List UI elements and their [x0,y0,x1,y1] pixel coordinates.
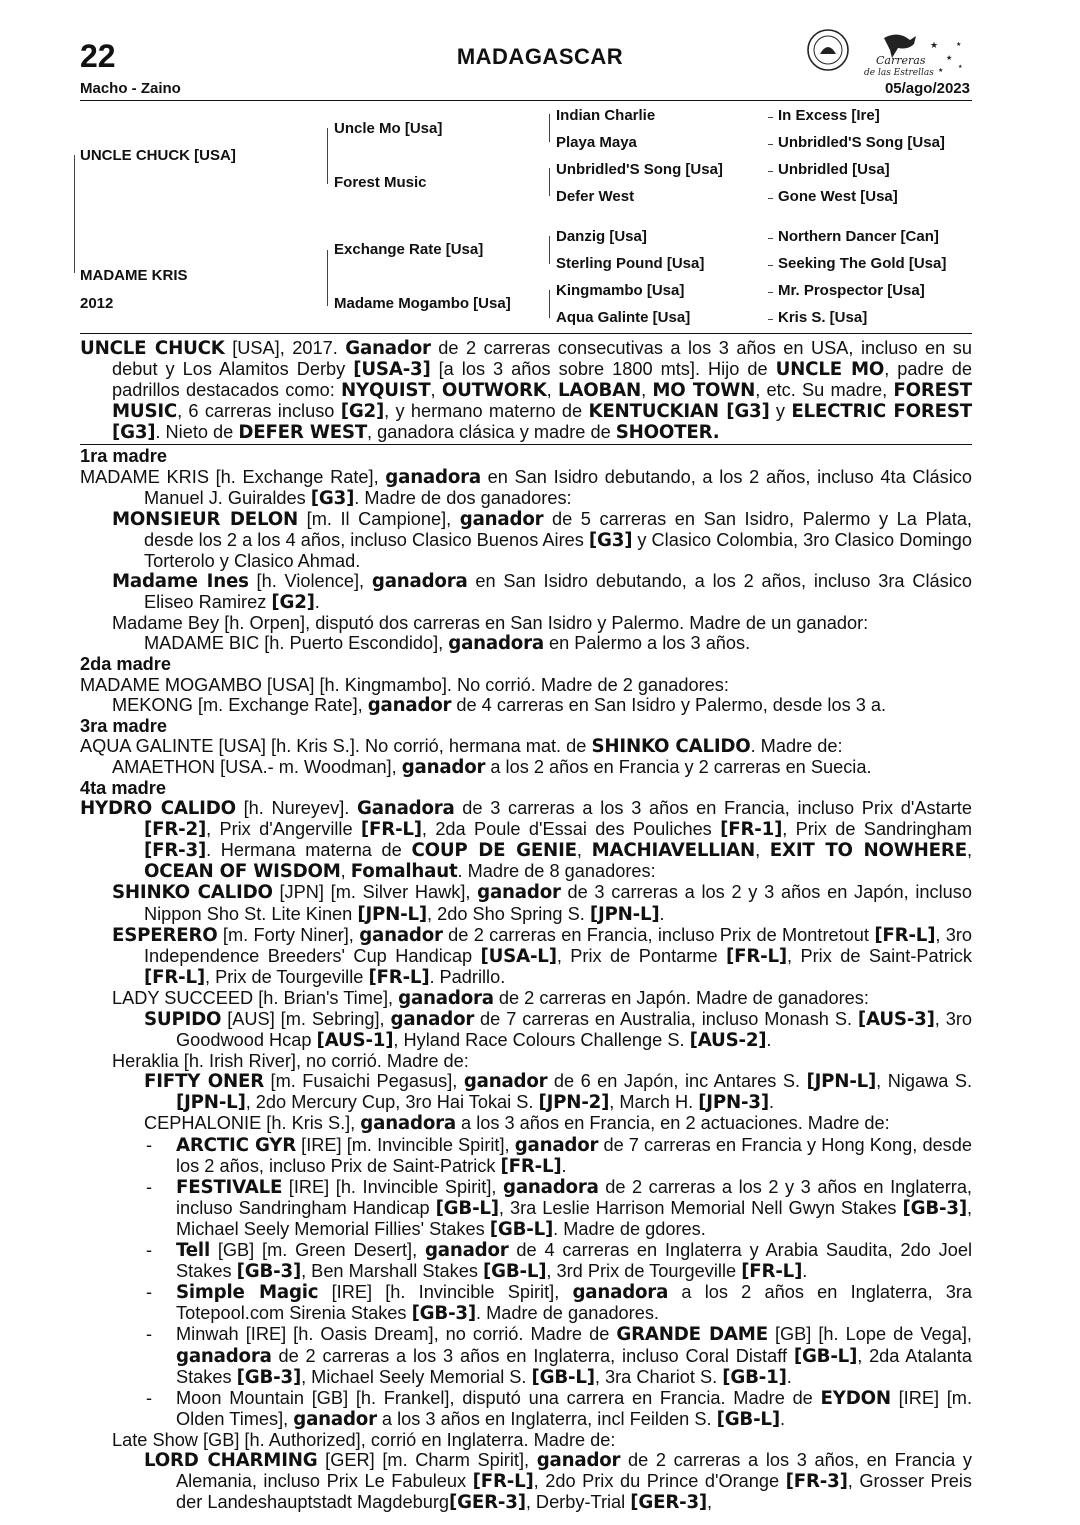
pedigree-gen3: Aqua Galinte [Usa] [556,309,691,326]
produce-entry: - Simple Magic [IRE] [h. Invincible Spirit], ganadora a los 2 años en Inglaterra, 3ra Totepool.com Sirenia Stakes [GB-3]. Madre de ganadores. [146,1282,972,1325]
produce-entry: Late Show [GB] [h. Authorized], corrió en Inglaterra. Madre de: [112,1429,616,1450]
produce-entry: LORD CHARMING [GER] [m. Charm Spirit], ganador de 2 carreras a los 3 años, en Francia y Alemania, incluso Prix Le Fabuleux [FR-L], 2do Prix du Prince d'Orange [FR-3], Grosser Preis der Landeshauptstadt Magdeburg[GER-3], Derby-Trial [GER-3], [144,1449,972,1514]
produce-entry: LADY SUCCEED [h. Brian's Time], ganadora de 2 carreras en Japón. Madre de ganadores: [112,987,869,1009]
produce-entry: FIFTY ONER [m. Fusaichi Pegasus], ganador de 6 en Japón, inc Antares S. [JPN-L], Nigawa S. [JPN-L], 2do Mercury Cup, 3ro Hai Tokai S. [JPN-2], March H. [JPN-3]. [144,1071,973,1114]
pedigree-gen2: Forest Music [334,174,427,191]
pedigree-notes [80,338,972,1513]
pedigree-year: 2012 [80,295,114,312]
produce-entry: ESPERERO [m. Forty Niner], ganador de 2 carreras en Francia, incluso Prix de Montretout [FR-L], 3ro Independence Breeders' Cup Handicap [USA-L], Prix de Pontarme [FR-L], Prix de Saint-Patrick [FR-L], Prix de Tourgeville [FR-L]. Padrillo. [112,924,972,988]
bracket-gen1 [74,155,75,273]
section-heading: 2da madre [80,654,171,675]
produce-entry: AMAETHON [USA.- m. Woodman], ganador a los 2 años en Francia y 2 carreras en Suecia. [112,756,872,778]
section-heading: 1ra madre [80,446,167,467]
produce-entry: - Minwah [IRE] [h. Oasis Dream], no corrió. Madre de GRANDE DAME [GB] [h. Lope de Vega], ganadora de 2 carreras a los 3 años en Inglaterra, incluso Coral Distaff [GB-L], 2da Atalanta Stakes [GB-3], Michael Seely Memorial S. [GB-L], 3ra Chariot S. [GB-1]. [146,1324,972,1388]
produce-entry: MONSIEUR DELON [m. Il Campione], ganador de 5 carreras en San Isidro, Palermo y La Plata, desde los 2 a los 4 años, incluso Clasico Buenos Aires [G3] y Clasico Colombia, 3ro Clasico Domingo Torterolo y Clasico Ahmad. [112,508,972,571]
bracket-gen2-top [327,128,328,184]
svg-text:Carreras: Carreras [876,54,926,67]
tick [768,265,773,266]
pedigree-gen4: Northern Dancer [Can] [778,228,939,245]
pedigree-gen3: Playa Maya [556,134,637,151]
pedigree-gen3: Sterling Pound [Usa] [556,255,705,272]
page-number: 22 [80,38,116,74]
section-rule [80,444,972,445]
header-rule [80,100,972,101]
produce-entry: CEPHALONIE [h. Kris S.], ganadora a los 3 años en Francia, en 2 actuaciones. Madre de: [144,1113,890,1135]
pedigree-gen4: Mr. Prospector [Usa] [778,282,925,299]
dam1-paragraph: MADAME KRIS [h. Exchange Rate], ganadora en San Isidro debutando, a los 2 años, incluso 4ta Clásico Manuel J. Guiraldes [G3]. Madre de dos ganadores: [80,466,972,509]
svg-text:★: ★ [956,42,962,48]
tick [768,319,773,320]
pedigree-gen3: Defer West [556,188,635,205]
svg-text:★: ★ [938,68,944,74]
svg-text:★: ★ [958,64,963,70]
pedigree-gen2: Uncle Mo [Usa] [334,120,443,137]
sire-paragraph: UNCLE CHUCK [USA], 2017. Ganador de 2 carreras consecutivas a los 3 años en USA, incluso en su debut y Los Alamitos Derby [USA-3] [a los 3 años sobre 1800 mts]. Hijo de UNCLE MO, padre de padrillos destacados como: NYQUIST, OUTWORK, LAOBAN, MO TOWN, etc. Su madre, FOREST MUSIC, 6 carreras incluso [G2], y hermano materno de KENTUCKIAN [G3] y ELECTRIC FOREST [G3]. Nieto de DEFER WEST, ganadora clásica y madre de SHOOTER. [80,338,973,444]
pedigree-gen2: Madame Mogambo [Usa] [334,295,511,312]
produce-entry: Madame Ines [h. Violence], ganadora en San Isidro debutando, a los 2 años, incluso 3ra Clásico Eliseo Ramirez [G2]. [112,571,972,614]
tick [768,198,773,199]
pedigree-gen4: Seeking The Gold [Usa] [778,255,947,272]
pedigree-gen2: Exchange Rate [Usa] [334,241,484,258]
produce-entry: Madame Bey [h. Orpen], disputó dos carreras en San Isidro y Palermo. Madre de un ganador: [112,613,869,634]
dam2-paragraph: MADAME MOGAMBO [USA] [h. Kingmambo]. No corrió. Madre de 2 ganadores: [80,674,729,695]
section-heading: 4ta madre [80,777,166,798]
tick [768,117,773,118]
tick [768,238,773,239]
produce-entry: - Moon Mountain [GB] [h. Frankel], disputó una carrera en Francia. Madre de EYDON [IRE] [m. Olden Times], ganador a los 3 años en Inglaterra, incl Feilden S. [GB-L]. [146,1387,972,1430]
section-heading: 3ra madre [80,715,167,736]
horse-name: MADAGASCAR [456,44,624,69]
pedigree-rule [80,333,972,334]
produce-entry: - ARCTIC GYR [IRE] [m. Invincible Spirit], ganador de 7 carreras en Francia y Hong Kong, desde los 2 años, incluso Prix de Saint-Patrick [FR-L]. [146,1134,973,1177]
produce-entry: MADAME BIC [h. Puerto Escondido], ganadora en Palermo a los 3 años. [144,633,751,655]
pedigree-gen4: Unbridled'S Song [Usa] [778,134,945,151]
pedigree-gen4: Unbridled [Usa] [778,161,890,178]
bracket-gen3 [549,236,550,264]
svg-text:de las Estrellas: de las Estrellas [864,68,934,78]
pedigree-dam: MADAME KRIS [80,267,188,284]
dam3-paragraph: AQUA GALINTE [USA] [h. Kris S.]. No corrió, hermana mat. de SHINKO CALIDO. Madre de: [80,735,843,757]
produce-entry: - FESTIVALE [IRE] [h. Invincible Spirit], ganadora de 2 carreras a los 2 y 3 años en Inglaterra, incluso Sandringham Handicap [GB-L], 3ra Leslie Harrison Memorial Nell Gwyn Stakes [GB-3], Michael Seely Memorial Fillies' Stakes [GB-L]. Madre de gdores. [146,1176,972,1240]
produce-entry: SHINKO CALIDO [JPN] [m. Silver Hawk], ganador de 3 carreras a los 2 y 3 años en Japón, incluso Nippon Sho St. Lite Kinen [JPN-L], 2do Sho Spring S. [JPN-L]. [112,882,972,925]
tick [768,292,773,293]
horse-sex-color: Macho - Zaino [80,80,181,97]
pedigree-sire: UNCLE CHUCK [USA] [80,147,236,164]
pedigree-gen3: Danzig [Usa] [556,228,647,245]
produce-entry: MEKONG [m. Exchange Rate], ganador de 4 carreras en San Isidro y Palermo, desde los 3 a. [112,694,887,716]
pedigree-gen3: Unbridled'S Song [Usa] [556,161,723,178]
pedigree-gen3: Indian Charlie [556,107,656,124]
produce-entry: Heraklia [h. Irish River], no corrió. Madre de: [112,1051,469,1072]
svg-text:★: ★ [946,55,953,62]
pedigree-gen3: Kingmambo [Usa] [556,282,685,299]
bracket-gen3 [549,290,550,318]
breeders-cup-logo [806,24,970,80]
bracket-gen2-bot [327,250,328,306]
pedigree-gen4: Kris S. [Usa] [778,309,868,326]
produce-entry: SUPIDO [AUS] [m. Sebring], ganador de 7 carreras en Australia, incluso Monash S. [AUS-3], 3ro Goodwood Hcap [AUS-1], Hyland Race Colours Challenge S. [AUS-2]. [144,1009,972,1052]
pedigree-gen4: Gone West [Usa] [778,188,898,205]
pedigree-gen4: In Excess [Ire] [778,107,880,124]
tick [768,144,773,145]
bracket-gen3 [549,114,550,142]
tick [768,171,773,172]
svg-text:★: ★ [930,40,939,50]
dam4-paragraph: HYDRO CALIDO [h. Nureyev]. Ganadora de 3 carreras a los 3 años en Francia, incluso Prix d'Astarte [FR-2], Prix d'Angerville [FR-L], 2da Poule d'Essai des Pouliches [FR-1], Prix de Sandringham [FR-3]. Hermana materna de COUP DE GENIE, MACHIAVELLIAN, EXIT TO NOWHERE, OCEAN OF WISDOM, Fomalhaut. Madre de 8 ganadores: [80,798,972,883]
race-date: 05/ago/2023 [884,80,970,97]
produce-entry: - Tell [GB] [m. Green Desert], ganador de 4 carreras en Inglaterra y Arabia Saudita, 2do Joel Stakes [GB-3], Ben Marshall Stakes [GB-L], 3rd Prix de Tourgeville [FR-L]. [146,1240,972,1283]
bracket-gen3 [549,168,550,196]
